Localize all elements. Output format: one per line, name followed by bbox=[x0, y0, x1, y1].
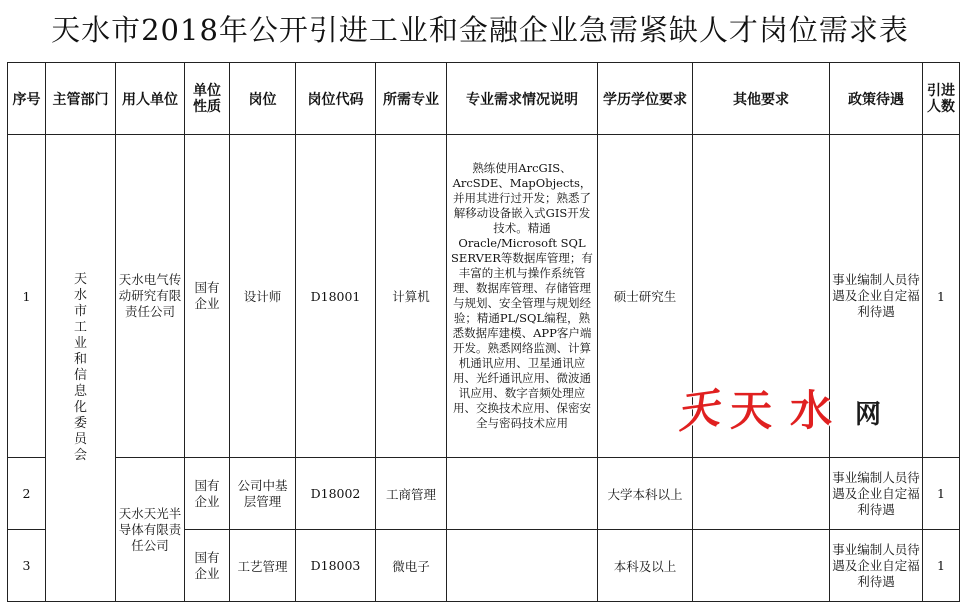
requirements-table bbox=[7, 62, 960, 602]
header-degree: 学历学位要求 bbox=[598, 63, 693, 135]
policy-text: 事业编制人员待遇及企业自定福利待遇 bbox=[832, 541, 920, 589]
header-count bbox=[923, 63, 960, 135]
employer-text: 天水天光半导体有限责任公司 bbox=[118, 505, 182, 553]
table-row bbox=[8, 458, 960, 530]
cell-employer bbox=[116, 135, 185, 458]
cell-other bbox=[693, 530, 830, 602]
cell-code: D18002 bbox=[296, 458, 376, 530]
cell-employer bbox=[116, 458, 185, 602]
cell-count: 1 bbox=[923, 530, 960, 602]
header-other: 其他要求 bbox=[693, 63, 830, 135]
cell-major: 微电子 bbox=[376, 530, 447, 602]
cell-code: D18001 bbox=[296, 135, 376, 458]
cell-post: 工艺管理 bbox=[230, 530, 296, 602]
nature-text: 国有企业 bbox=[194, 549, 220, 581]
cell-dept bbox=[46, 135, 116, 602]
cell-desc bbox=[447, 458, 598, 530]
cell-nature bbox=[185, 530, 230, 602]
header-row bbox=[8, 63, 960, 135]
cell-degree: 大学本科以上 bbox=[598, 458, 693, 530]
watermark-char: 天 bbox=[730, 386, 773, 435]
page-title: 天水市2018年公开引进工业和金融企业急需紧缺人才岗位需求表 bbox=[51, 13, 909, 47]
cell-post bbox=[230, 458, 296, 530]
cell-count: 1 bbox=[923, 135, 960, 458]
header-post: 岗位 bbox=[230, 63, 296, 135]
cell-code: D18003 bbox=[296, 530, 376, 602]
header-employer: 用人单位 bbox=[116, 63, 185, 135]
cell-major: 工商管理 bbox=[376, 458, 447, 530]
nature-text: 国有企业 bbox=[194, 477, 220, 509]
cell-policy bbox=[830, 458, 923, 530]
header-policy: 政策待遇 bbox=[830, 63, 923, 135]
cell-seq: 3 bbox=[8, 530, 46, 602]
cell-desc bbox=[447, 530, 598, 602]
cell-seq: 1 bbox=[8, 135, 46, 458]
header-dept: 主管部门 bbox=[46, 63, 116, 135]
header-nature bbox=[185, 63, 230, 135]
employer-text: 天水电气传动研究有限责任公司 bbox=[118, 272, 182, 319]
header-count-text: 引进人数 bbox=[927, 82, 955, 115]
cell-policy bbox=[830, 530, 923, 602]
cell-post: 设计师 bbox=[230, 135, 296, 458]
dept-text: 天水市工业和信息化委员会 bbox=[73, 272, 87, 463]
watermark-char: 天 bbox=[673, 383, 722, 438]
header-code: 岗位代码 bbox=[296, 63, 376, 135]
watermark-char: 水 bbox=[790, 386, 833, 435]
cell-major: 计算机 bbox=[376, 135, 447, 458]
cell-count: 1 bbox=[923, 458, 960, 530]
nature-text: 国有企业 bbox=[194, 280, 220, 311]
policy-text: 事业编制人员待遇及企业自定福利待遇 bbox=[832, 469, 920, 517]
site-watermark bbox=[672, 372, 902, 442]
post-text: 公司中基层管理 bbox=[237, 477, 288, 509]
watermark-net: 网 bbox=[855, 400, 882, 430]
cell-other bbox=[693, 458, 830, 530]
cell-degree: 硕士研究生 bbox=[598, 135, 693, 458]
cell-seq: 2 bbox=[8, 458, 46, 530]
policy-text: 事业编制人员待遇及企业自定福利待遇 bbox=[832, 272, 920, 319]
cell-nature bbox=[185, 135, 230, 458]
cell-degree: 本科及以上 bbox=[598, 530, 693, 602]
header-major: 所需专业 bbox=[376, 63, 447, 135]
desc-text: 熟练使用ArcGIS、ArcSDE、MapObjects，并用其进行过开发；熟悉了解移动设备嵌入式GIS开发技术。精通Oracle/Microsoft SQL SERVER等数据库管理；有丰富的主机与操作系统管理、数据库管理、存储管理与规划、安全管理与规划经验；精通PL/SQL编程，熟悉数据库建模、APP客户端开发。熟悉网络监测、计算机通讯应用、卫星通讯应用、光纤通讯应用、微波通讯应用、数字音频处理应用、交换技术应用、保密安全与密码技术应用 bbox=[451, 161, 593, 430]
header-seq: 序号 bbox=[8, 63, 46, 135]
header-nature-text: 单位性质 bbox=[193, 82, 221, 115]
cell-nature bbox=[185, 458, 230, 530]
cell-desc bbox=[447, 135, 598, 458]
header-desc: 专业需求情况说明 bbox=[447, 63, 598, 135]
